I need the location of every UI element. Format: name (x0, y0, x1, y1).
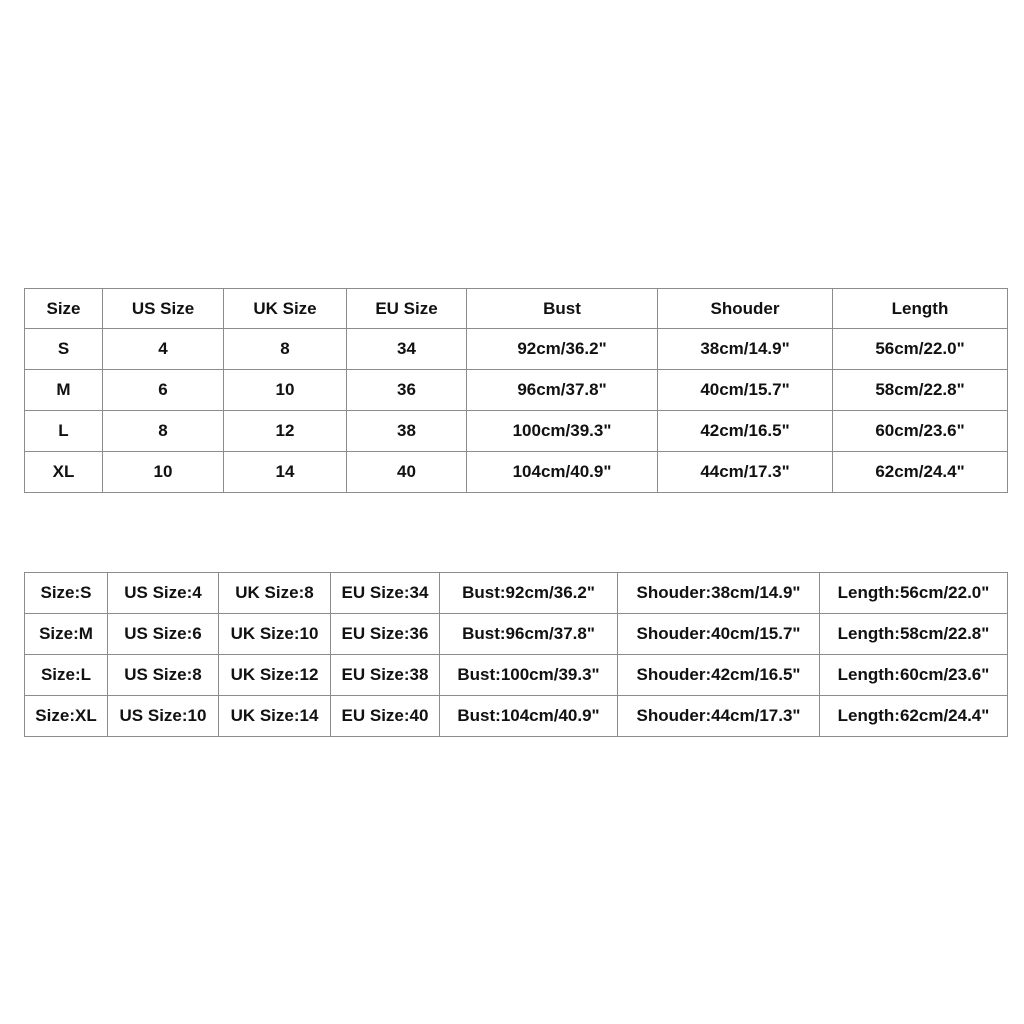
table-cell: Size:S (25, 573, 108, 614)
table-cell: XL (25, 452, 103, 493)
size-chart-labeled-table (24, 572, 1008, 737)
table-cell: S (25, 329, 103, 370)
column-header: Bust (467, 289, 658, 329)
table-row (25, 655, 1008, 696)
table-cell: 96cm/37.8" (467, 370, 658, 411)
table-cell: 10 (103, 452, 224, 493)
table-row (25, 573, 1008, 614)
table-cell: US Size:6 (108, 614, 219, 655)
table-cell: EU Size:38 (331, 655, 440, 696)
table-cell: Shouder:40cm/15.7" (618, 614, 820, 655)
table-row (25, 329, 1008, 370)
table-cell: 14 (224, 452, 347, 493)
table-cell: 44cm/17.3" (658, 452, 833, 493)
table-cell: UK Size:10 (219, 614, 331, 655)
table-cell: 40 (347, 452, 467, 493)
table-cell: Size:M (25, 614, 108, 655)
table-cell: US Size:10 (108, 696, 219, 737)
column-header: UK Size (224, 289, 347, 329)
column-header: Size (25, 289, 103, 329)
column-header: Shouder (658, 289, 833, 329)
column-header: US Size (103, 289, 224, 329)
column-header: Length (833, 289, 1008, 329)
table-cell: 36 (347, 370, 467, 411)
table-cell: Bust:100cm/39.3" (440, 655, 618, 696)
table-cell: 8 (224, 329, 347, 370)
table-cell: 6 (103, 370, 224, 411)
table-row (25, 411, 1008, 452)
table-cell: Shouder:38cm/14.9" (618, 573, 820, 614)
table-cell: Size:XL (25, 696, 108, 737)
table-header-row (25, 289, 1008, 329)
table-cell: 58cm/22.8" (833, 370, 1008, 411)
table-cell: 42cm/16.5" (658, 411, 833, 452)
table-cell: M (25, 370, 103, 411)
table-cell: Bust:96cm/37.8" (440, 614, 618, 655)
table-cell: 38 (347, 411, 467, 452)
table-cell: 12 (224, 411, 347, 452)
table-cell: Bust:104cm/40.9" (440, 696, 618, 737)
table-cell: 10 (224, 370, 347, 411)
table-cell: UK Size:14 (219, 696, 331, 737)
table-cell: Shouder:42cm/16.5" (618, 655, 820, 696)
table-cell: 92cm/36.2" (467, 329, 658, 370)
table-cell: Size:L (25, 655, 108, 696)
table-cell: 34 (347, 329, 467, 370)
table-cell: L (25, 411, 103, 452)
table-cell: US Size:8 (108, 655, 219, 696)
table-cell: UK Size:8 (219, 573, 331, 614)
table-cell: EU Size:36 (331, 614, 440, 655)
table-cell: Length:58cm/22.8" (820, 614, 1008, 655)
table-cell: 104cm/40.9" (467, 452, 658, 493)
table-cell: 100cm/39.3" (467, 411, 658, 452)
table-cell: 40cm/15.7" (658, 370, 833, 411)
table-cell: Length:56cm/22.0" (820, 573, 1008, 614)
table-cell: 60cm/23.6" (833, 411, 1008, 452)
table-cell: Bust:92cm/36.2" (440, 573, 618, 614)
table-row (25, 614, 1008, 655)
table-cell: Length:60cm/23.6" (820, 655, 1008, 696)
table-cell: EU Size:34 (331, 573, 440, 614)
table-cell: 4 (103, 329, 224, 370)
table-row (25, 452, 1008, 493)
table-cell: Shouder:44cm/17.3" (618, 696, 820, 737)
table-cell: EU Size:40 (331, 696, 440, 737)
table-row (25, 696, 1008, 737)
table-cell: US Size:4 (108, 573, 219, 614)
size-chart-table (24, 288, 1008, 493)
table-cell: Length:62cm/24.4" (820, 696, 1008, 737)
table-cell: 56cm/22.0" (833, 329, 1008, 370)
table-cell: 38cm/14.9" (658, 329, 833, 370)
table-cell: 62cm/24.4" (833, 452, 1008, 493)
table-row (25, 370, 1008, 411)
column-header: EU Size (347, 289, 467, 329)
table-cell: UK Size:12 (219, 655, 331, 696)
table-cell: 8 (103, 411, 224, 452)
